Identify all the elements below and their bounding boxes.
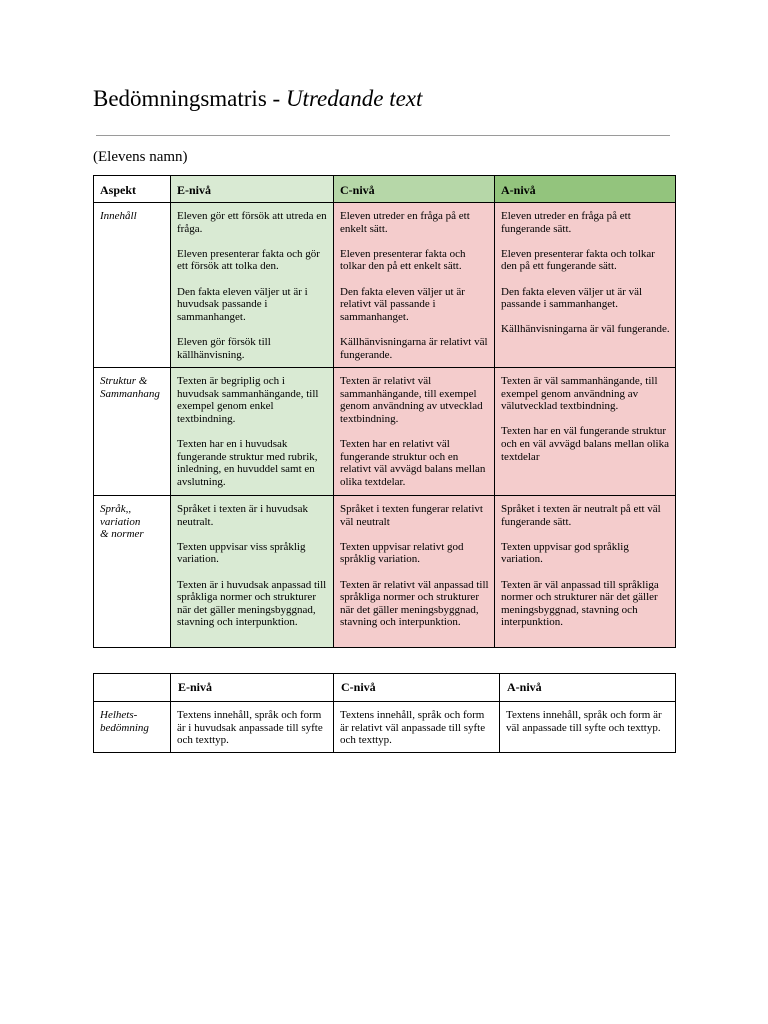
criterion-text: Texten uppvisar god språklig variation. — [501, 540, 629, 566]
aspect-label-line: Struktur & — [100, 375, 148, 387]
criterion-text: Texten uppvisar relativt god språklig variation. — [340, 540, 464, 566]
aspect-label-line: bedömning — [100, 721, 149, 734]
criterion-text: Texten har en relativt väl fungerande struktur och en relativt väl avvägd balans mellan olika textdelar. — [340, 437, 486, 488]
overall-header-empty — [94, 674, 171, 702]
criterion-text: Eleven presenterar fakta och gör ett försök att tolka den. — [177, 247, 320, 273]
header-e-level: E-nivå — [171, 176, 334, 203]
criterion-text: Texten är väl anpassad till språkliga normer och strukturer när det gäller meningsbyggnad, stavning och interpunktion. — [501, 578, 659, 629]
overall-e-level-cell: Textens innehåll, språk och form är i huvudsak anpassade till syfte och texttyp. — [171, 702, 334, 753]
overall-aspect-cell — [94, 702, 171, 753]
criterion-text: Eleven gör ett försök att utreda en fråga. — [177, 210, 327, 235]
aspect-label-line: variation — [100, 515, 141, 528]
matrix-row-struktur — [94, 368, 676, 496]
criterion-text: Källhänvisningarna är väl fungerande. — [501, 323, 670, 336]
aspect-label-line: Innehåll — [100, 210, 137, 222]
student-name-placeholder: (Elevens namn) — [93, 149, 188, 165]
e-level-cell — [171, 368, 334, 496]
title-italic: Utredande text — [285, 86, 423, 111]
aspect-cell — [94, 496, 171, 648]
criterion-text: Texten är väl sammanhängande, till exempel genom användning av välutvecklad textbindning. — [501, 375, 658, 413]
criterion-text: Texten är i huvudsak anpassad till språkliga normer och strukturer när det gäller meningsbyggnad, stavning och interpunktion. — [177, 578, 327, 629]
criterion-text: Texten är relativt väl sammanhängande, till exempel genom användning av utvecklad textbindning. — [340, 375, 483, 425]
overall-assessment-table — [93, 673, 676, 753]
criterion-text: Texten är relativt väl anpassad till språkliga normer och strukturer när det gäller meningsbyggnad, stavning och interpunktion. — [340, 578, 489, 629]
aspect-cell — [94, 203, 171, 368]
a-level-cell — [495, 203, 676, 368]
title-main: Bedömningsmatris - — [93, 86, 286, 111]
aspect-cell — [94, 368, 171, 496]
c-level-cell — [334, 203, 495, 368]
criterion-text: Texten är begriplig och i huvudsak sammanhängande, till exempel genom enkel textbindning. — [177, 375, 319, 425]
document-title — [93, 86, 422, 112]
criterion-text: Eleven presenterar fakta och tolkar den på ett fungerande sätt. — [501, 247, 655, 273]
overall-a-level-cell: Textens innehåll, språk och form är väl anpassade till syfte och texttyp. — [500, 702, 676, 753]
criterion-text: Källhänvisningarna är relativt väl fungerande. — [340, 335, 488, 361]
aspect-label-line: & normer — [100, 528, 144, 541]
e-level-cell — [171, 203, 334, 368]
matrix-row-innehall — [94, 203, 676, 368]
criterion-text: Eleven utreder en fråga på ett enkelt sätt. — [340, 210, 470, 235]
overall-header-row — [94, 674, 676, 702]
a-level-cell — [495, 496, 676, 648]
overall-header-a-level: A-nivå — [500, 674, 676, 702]
criterion-text: Eleven utreder en fråga på ett fungerande sätt. — [501, 210, 631, 235]
criterion-text: Eleven gör försök till källhänvisning. — [177, 335, 271, 361]
c-level-cell — [334, 496, 495, 648]
criterion-text: Språket i texten är neutralt på ett väl fungerande sätt. — [501, 503, 661, 528]
header-aspekt: Aspekt — [94, 176, 171, 203]
criterion-text: Eleven presenterar fakta och tolkar den på ett enkelt sätt. — [340, 247, 466, 273]
matrix-header-row — [94, 176, 676, 203]
criterion-text: Texten har en väl fungerande struktur och en väl avvägd balans mellan olika textdelar — [501, 425, 669, 463]
criterion-text: Texten har en i huvudsak fungerande struktur med rubrik, inledning, en huvuddel samt en avslutning. — [177, 437, 318, 488]
criterion-text: Den fakta eleven väljer ut är väl passande i sammanhanget. — [501, 285, 643, 311]
matrix-row-sprak — [94, 496, 676, 648]
overall-header-c-level: C-nivå — [334, 674, 500, 702]
criterion-text: Den fakta eleven väljer ut är relativt väl passande i sammanhanget. — [340, 285, 465, 323]
overall-c-level-cell: Textens innehåll, språk och form är relativt väl anpassade till syfte och texttyp. — [334, 702, 500, 753]
a-level-cell — [495, 368, 676, 496]
c-level-cell — [334, 368, 495, 496]
criterion-text: Språket i texten fungerar relativt väl neutralt — [340, 503, 483, 528]
header-a-level: A-nivå — [495, 176, 676, 203]
e-level-cell — [171, 496, 334, 648]
overall-header-e-level: E-nivå — [171, 674, 334, 702]
criterion-text: Den fakta eleven väljer ut är i huvudsak passande i sammanhanget. — [177, 285, 308, 323]
header-c-level: C-nivå — [334, 176, 495, 203]
aspect-label-line: Språk,, — [100, 503, 132, 515]
criterion-text: Språket i texten är i huvudsak neutralt. — [177, 503, 309, 528]
overall-row — [94, 702, 676, 753]
horizontal-rule — [96, 135, 670, 136]
criterion-text: Texten uppvisar viss språklig variation. — [177, 540, 306, 566]
assessment-matrix-table — [93, 175, 676, 648]
aspect-label-line: Sammanhang — [100, 387, 160, 400]
aspect-label-line: Helhets- — [100, 709, 138, 721]
